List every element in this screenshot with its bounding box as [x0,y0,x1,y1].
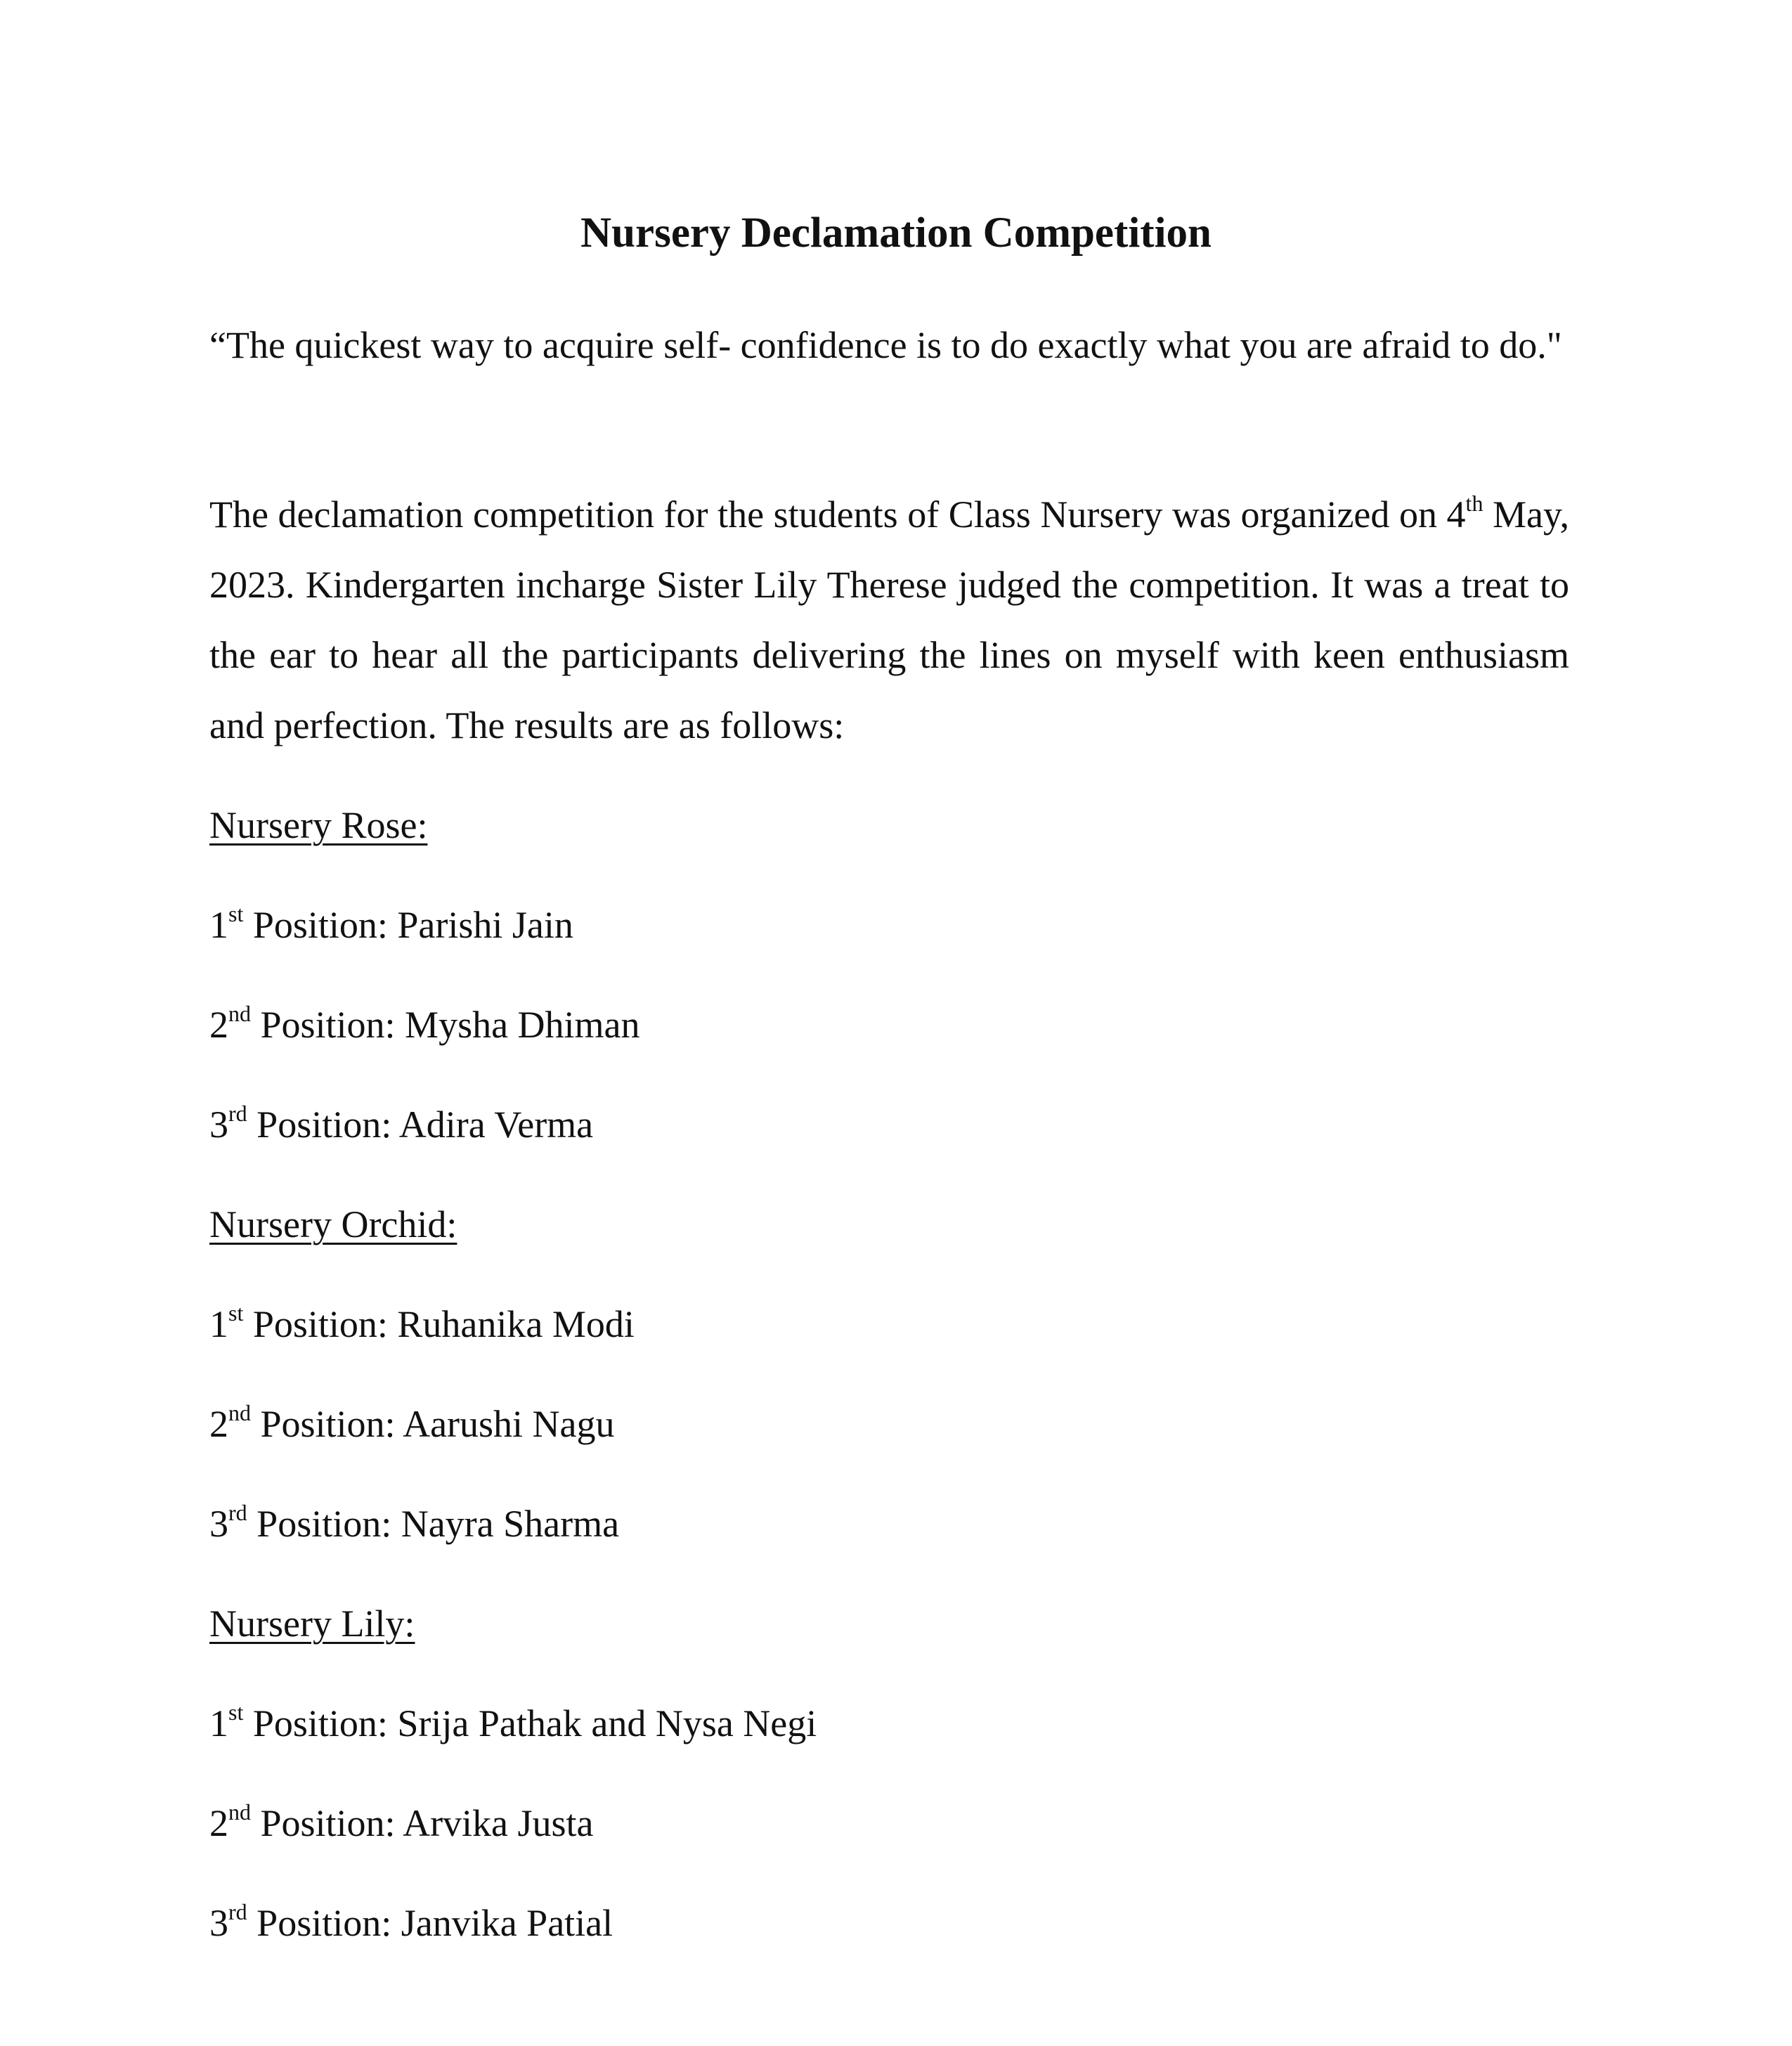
result-rank: 3 [209,1902,228,1944]
result-text: Position: Ruhanika Modi [243,1303,635,1345]
result-rank: 2 [209,1403,228,1445]
result-text: Position: Nayra Sharma [247,1503,620,1545]
result-line [209,1000,640,1049]
result-line [209,1799,594,1848]
result-rank: 1 [209,904,228,946]
intro-date-number: 4 [1446,493,1466,536]
result-rank-suffix: rd [228,1500,247,1525]
result-line [209,1399,615,1449]
result-line [209,1699,817,1748]
result-rank-suffix: st [228,1300,244,1326]
intro-paragraph [209,479,1569,760]
result-text: Position: Srija Pathak and Nysa Negi [243,1702,817,1744]
result-text: Position: Adira Verma [247,1103,594,1146]
result-text: Position: Parishi Jain [243,904,573,946]
intro-before-date: The declamation competition for the students of Class Nursery was organized on [209,493,1447,536]
document-title: Nursery Declamation Competition [580,209,1212,257]
result-rank-suffix: st [228,901,244,926]
result-line [209,1898,613,1948]
result-rank: 2 [209,1004,228,1046]
result-line [209,1300,635,1349]
result-rank-suffix: rd [228,1899,247,1924]
result-rank-suffix: rd [228,1101,247,1126]
section-heading-orchid: Nursery Orchid: [209,1203,457,1245]
section-heading-rose: Nursery Rose: [209,804,428,846]
quote-paragraph: “The quickest way to acquire self- confidence is to do exactly what you are afraid to do." [209,324,1562,366]
result-rank-suffix: nd [228,1799,251,1825]
intro-after-date: May, 2023. Kindergarten incharge Sister Lily Therese judged the competition. It was a treat to the ear to hear all the participants delivering the lines on myself with keen enthusiasm and perfection. The results are as follows: [209,493,1569,746]
section-heading-lily: Nursery Lily: [209,1603,415,1645]
result-rank-suffix: st [228,1699,244,1725]
result-rank-suffix: nd [228,1001,251,1026]
result-text: Position: Arvika Justa [251,1802,594,1844]
result-text: Position: Mysha Dhiman [251,1004,640,1046]
result-rank: 3 [209,1103,228,1146]
result-rank: 1 [209,1303,228,1345]
result-rank: 2 [209,1802,228,1844]
result-text: Position: Aarushi Nagu [251,1403,615,1445]
result-line [209,1100,593,1149]
result-text: Position: Janvika Patial [247,1902,613,1944]
intro-date-suffix: th [1465,491,1483,516]
result-line [209,900,573,950]
result-rank: 1 [209,1702,228,1744]
result-rank-suffix: nd [228,1400,251,1425]
result-rank: 3 [209,1503,228,1545]
result-line [209,1499,619,1548]
